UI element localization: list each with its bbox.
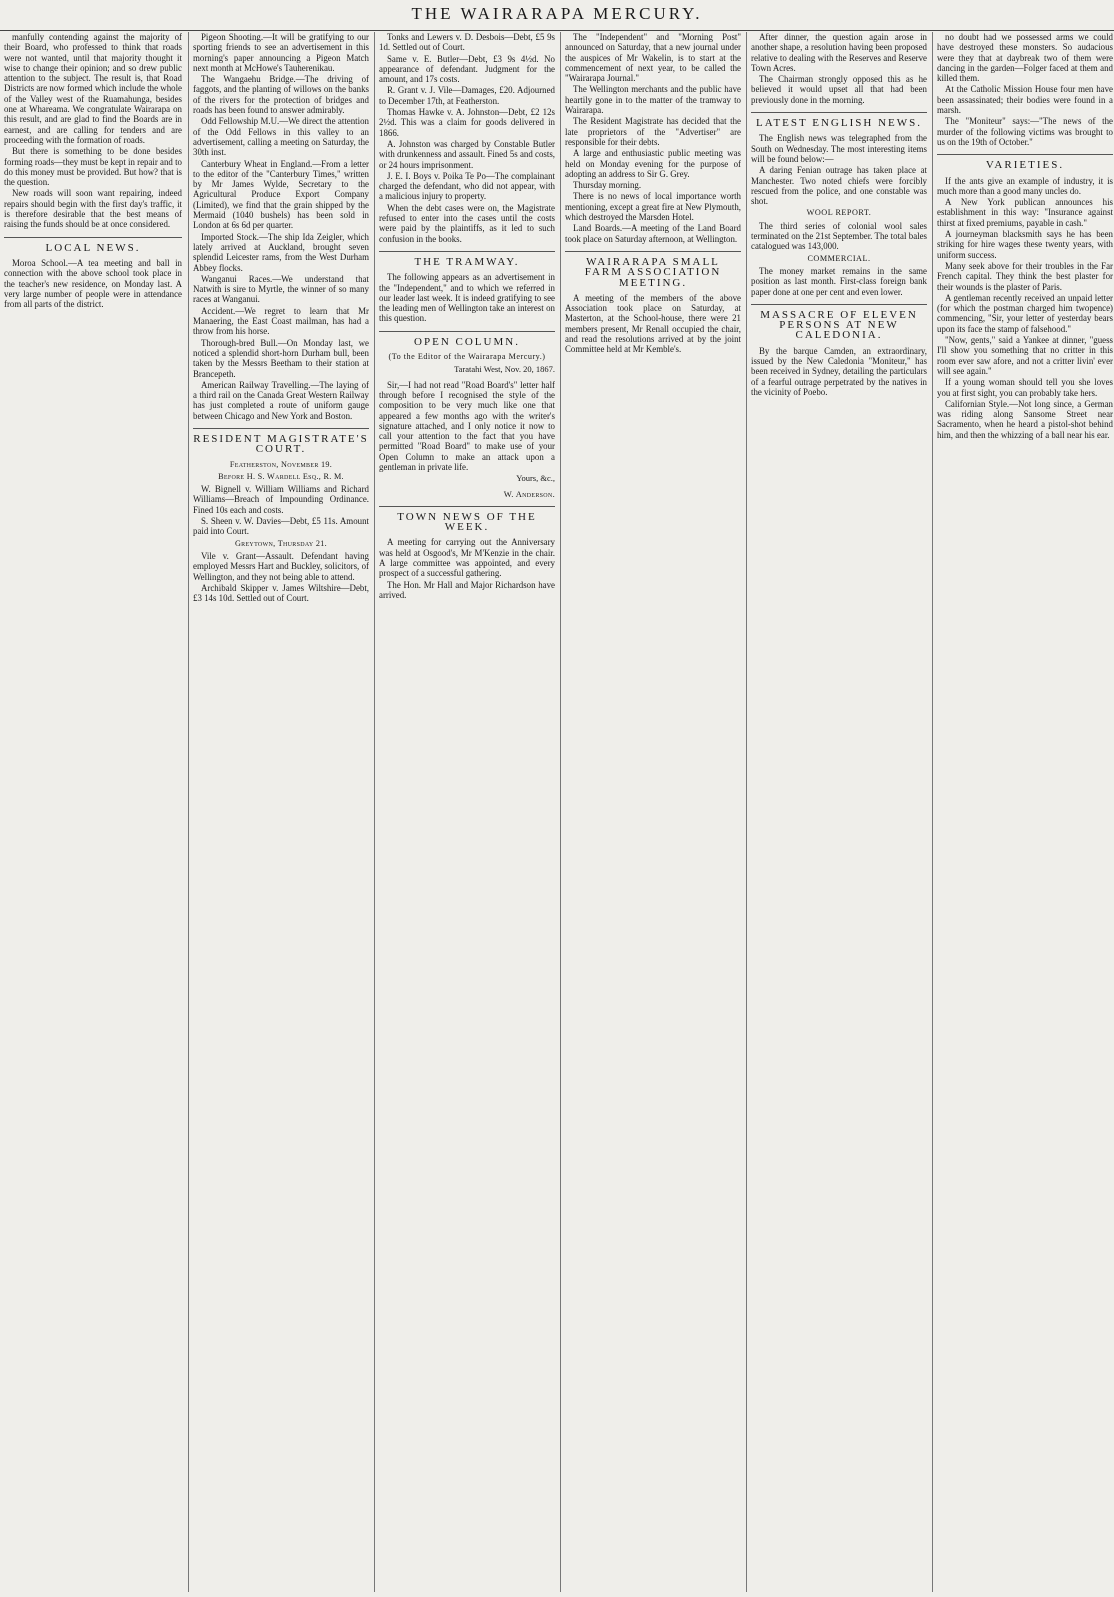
article-paragraph: R. Grant v. J. Vile—Damages, £20. Adjourned to December 17th, at Featherston. xyxy=(379,85,555,106)
article-paragraph: Same v. E. Butler—Debt, £3 9s 4½d. No appearance of defendant. Judgment for the amount, and 17s costs. xyxy=(379,53,555,85)
court-date: Featherston, November 19. xyxy=(229,459,333,469)
article-paragraph: The Chairman strongly opposed this as he believed it would upset all that had been previously done in the morning. xyxy=(751,74,927,105)
article-paragraph: After dinner, the question again arose in another shape, a resolution having been proposed relative to dealing with the Reserves and Reserve Town Acres. xyxy=(751,32,927,73)
column-area xyxy=(4,32,1112,1594)
article-paragraph: A New York publican announces his establishment in this way: "Insurance against thirst at fixed premiums, payable in cash." xyxy=(937,197,1113,228)
article-paragraph: Tonks and Lewers v. D. Desbois—Debt, £5 9s 1d. Settled out of Court. xyxy=(379,32,555,53)
column-5 xyxy=(746,32,931,1592)
varieties-heading: VARIETIES. xyxy=(937,154,1113,170)
column-1 xyxy=(4,32,186,1592)
article-paragraph: If the ants give an example of industry, it is much more than a good many uncles do. xyxy=(937,175,1113,196)
article-paragraph: The English news was telegraphed from the South on Wednesday. The most interesting items will be found below:— xyxy=(751,133,927,164)
article-paragraph: A gentleman recently received an unpaid letter (for which the postman charged him twopence) commencing, "Sir, your letter of yesterday bears upon its face the stamp of falsehood." xyxy=(937,292,1113,334)
masthead xyxy=(0,0,1114,31)
article-paragraph: Thursday morning. xyxy=(573,180,642,191)
wool-report-heading: WOOL REPORT. xyxy=(806,208,872,218)
article-paragraph: If a young woman should tell you she loves you at first sight, you can probably take hers. xyxy=(937,377,1113,398)
article-paragraph: Sir,—I had not read "Road Board's" letter half through before I recognised the style of the composition to be very much like one that appeared a few months ago with the writer's signature attached, and I only notice it now to call your attention to the fact that you have permitted "Road Board" to make use of your Open Column to make an attack upon a gentleman in private life. xyxy=(379,379,555,472)
column-2 xyxy=(188,32,373,1592)
article-paragraph: S. Sheen v. W. Davies—Debt, £5 11s. Amount paid into Court. xyxy=(193,516,369,537)
article-paragraph: Many seek above for their troubles in the Far French capital. They think the best plaster for their wounds is the plaster of Paris. xyxy=(937,260,1113,292)
article-paragraph: Accident.—We regret to learn that Mr Manaering, the East Coast mailman, has had a throw from his horse. xyxy=(193,305,369,337)
letter-closing: Yours, &c., xyxy=(516,473,555,484)
article-paragraph: Pigeon Shooting.—It will be gratifying to our sporting friends to see an advertisement in this morning's paper announcing a Pigeon Match next month at McHowe's Tauherenikau. xyxy=(193,32,369,73)
letter-signature: W. Anderson. xyxy=(503,488,555,499)
article-paragraph: The money market remains in the same position as last month. First-class foreign bank paper done at one per cent and even lower. xyxy=(751,265,927,297)
article-paragraph: The "Independent" and "Morning Post" announced on Saturday, that a new journal under the auspices of Mr Wakelin, is to start at the commencement of next year, to be called the "Wairarapa Journal." xyxy=(565,32,741,84)
open-column-heading: OPEN COLUMN. xyxy=(379,331,555,347)
court-date-2: Greytown, Thursday 21. xyxy=(234,538,328,548)
tramway-heading: THE TRAMWAY. xyxy=(379,251,555,267)
article-paragraph: At the Catholic Mission House four men have been assassinated; their bodies were found in a marsh. xyxy=(937,84,1113,116)
court-before: Before H. S. Wardell Esq., R. M. xyxy=(218,471,344,481)
commercial-heading: COMMERCIAL. xyxy=(807,253,871,263)
article-paragraph: Land Boards.—A meeting of the Land Board took place on Saturday afternoon, at Wellington. xyxy=(565,223,741,244)
article-paragraph: When the debt cases were on, the Magistrate refused to enter into the cases until the costs were paid by the plaintiffs, as it led to such confusion in the books. xyxy=(379,202,555,244)
article-paragraph: The Wangaehu Bridge.—The driving of faggots, and the planting of willows on the banks of the rivers for the protection of bridges and roads has been found to answer admirably. xyxy=(193,74,369,116)
column-4 xyxy=(560,32,745,1592)
article-paragraph: Archibald Skipper v. James Wiltshire—Debt, £3 14s 10d. Settled out of Court. xyxy=(193,582,369,604)
article-paragraph: manfully contending against the majority of their Board, who professed to think that roads were not wanted, until that majority thought it wise to change their opinion; and so drew public attention to the subject. The result is, that Road Districts are now formed which include the whole of the Valley west of the Ruamahunga, besides one at Whareama. We congratulate Wairarapa on this result, and are glad to find the Boards are in earnest, and are calling for tenders and are proceeding with the formation of roads. xyxy=(4,32,182,145)
article-paragraph: But there is something to be done besides forming roads—they must be kept in repair and to do this money must be provided. But how? that is the question. xyxy=(4,146,182,188)
english-news-heading: LATEST ENGLISH NEWS. xyxy=(751,112,927,128)
article-paragraph: A meeting for carrying out the Anniversary was held at Osgood's, Mr M'Kenzie in the chair. A large committee was appointed, and every prospect of a successful gathering. xyxy=(379,537,555,579)
article-paragraph: New roads will soon want repairing, indeed repairs should begin with the first day's traffic, it is therefore desirable that the best means of raising the funds should be at once considered. xyxy=(4,188,182,230)
column-3 xyxy=(374,32,559,1592)
article-paragraph: Imported Stock.—The ship Ida Zeigler, which lately arrived at Auckland, brought seven splendid Leicester rams, from the West Durham Abbey flocks. xyxy=(193,231,369,273)
article-paragraph: The third series of colonial wool sales terminated on the 21st September. The total bales catalogued was 143,000. xyxy=(751,220,927,252)
article-paragraph: A journeyman blacksmith says he has been striking for hire wages these twenty years, with uniform success. xyxy=(937,229,1113,260)
article-paragraph: The Resident Magistrate has decided that the late proprietors of the "Advertiser" are responsible for their debts. xyxy=(565,116,741,147)
town-news-heading: TOWN NEWS OF THE WEEK. xyxy=(379,506,555,533)
article-paragraph: Californian Style.—Not long since, a German was riding along Sansome Street near Sacramento, when he heard a pistol-shot behind him, and then the whizzing of a ball near his ear. xyxy=(937,398,1113,440)
article-paragraph: Vile v. Grant—Assault. Defendant having employed Messrs Hart and Buckley, solicitors, of Wellington, and they not being able to attend. xyxy=(193,550,369,582)
masthead-title: THE WAIRARAPA MERCURY. xyxy=(411,4,703,23)
article-paragraph: Moroa School.—A tea meeting and ball in connection with the above school took place in the teacher's new residence, on Monday last. A very large number of people were in attendance from all parts of the district. xyxy=(4,257,182,310)
open-column-place: Taratahi West, Nov. 20, 1867. xyxy=(454,364,555,375)
article-paragraph: American Railway Travelling.—The laying of a third rail on the Canada Great Western Railway has just completed a route of uniform gauge between Chicago and New York and Boston. xyxy=(193,379,369,421)
court-heading: RESIDENT MAGISTRATE'S COURT. xyxy=(193,428,369,455)
article-paragraph: The Hon. Mr Hall and Major Richardson have arrived. xyxy=(379,579,555,600)
open-column-subtitle: (To the Editor of the Wairarapa Mercury.) xyxy=(388,352,546,362)
article-paragraph: A. Johnston was charged by Constable Butler with drunkenness and assault. Fined 5s and costs, or 24 hours imprisonment. xyxy=(379,138,555,170)
article-paragraph: "Now, gents," said a Yankee at dinner, "guess I'll show you something that no critter in this room ever saw afore, and not a critter livin' ever will see again." xyxy=(937,335,1113,376)
article-paragraph: The Wellington merchants and the public have heartily gone in to the matter of the tramway to Wairarapa. xyxy=(565,84,741,116)
massacre-heading: MASSACRE OF ELEVEN PERSONS AT NEW CALEDONIA. xyxy=(751,304,927,341)
article-paragraph: The following appears as an advertisement in the "Independent," and to which we referred in our leader last week. It is indeed gratifying to see the leading men of Wellington take an interest on this question. xyxy=(379,272,555,324)
article-paragraph: The "Moniteur" says:—"The news of the murder of the following victims was brought to us on the 19th of October." xyxy=(937,116,1113,147)
article-paragraph: Odd Fellowship M.U.—We direct the attention of the Odd Fellows in this valley to an advertisement, calling a meeting on Saturday, the 30th inst. xyxy=(193,116,369,158)
article-paragraph: By the barque Camden, an extraordinary, issued by the New Caledonia "Moniteur," has been received in Sydney, detailing the particulars of a fearful outrage perpetrated by the natives in the vicinity of Poebo. xyxy=(751,345,927,397)
small-farm-heading: WAIRARAPA SMALL FARM ASSOCIATION MEETING. xyxy=(565,251,741,288)
article-paragraph: Thomas Hawke v. A. Johnston—Debt, £2 12s 2½d. This was a claim for goods delivered in 1866. xyxy=(379,107,555,138)
local-news-heading: LOCAL NEWS. xyxy=(4,237,182,253)
article-paragraph: W. Bignell v. William Williams and Richard Williams—Breach of Impounding Ordinance. Fined 10s each and costs. xyxy=(193,484,369,515)
article-paragraph: Thorough-bred Bull.—On Monday last, we noticed a splendid short-horn Durham bull, been taken by the Messrs Beetham to their station at Brancepeth. xyxy=(193,337,369,379)
article-paragraph: A meeting of the members of the above Association took place on Saturday, at Masterton, at the School-house, there were 21 members present, Mr Renall occupied the chair, and read the resolutions arrived at by the joint Committee held at Mr Kemble's. xyxy=(565,292,741,355)
article-paragraph: A large and enthusiastic public meeting was held on Monday evening for the purpose of adopting an address to Sir G. Grey. xyxy=(565,148,741,179)
article-paragraph: Canterbury Wheat in England.—From a letter to the editor of the "Canterbury Times," written by Mr James Wylde, Secretary to the Agricultural Produce Export Company (Limited), we find that the grain shipped by the Mermaid (1040 bushels) has been sold in London at 6s 6d per quarter. xyxy=(193,158,369,231)
article-paragraph: Wanganui Races.—We understand that Natwith is sire to Myrtle, the winner of so many races at Wanganui. xyxy=(193,273,369,305)
article-paragraph: J. E. I. Boys v. Poika Te Po—The complainant charged the defendant, who did not appear, with a malicious injury to property. xyxy=(379,170,555,202)
column-6 xyxy=(932,32,1114,1592)
article-paragraph: There is no news of local importance worth mentioning, except a great fire at New Plymouth, which destroyed the Marsden Hotel. xyxy=(565,191,741,223)
article-paragraph: A daring Fenian outrage has taken place at Manchester. Two noted chiefs were forcibly rescued from the police, and one constable was shot. xyxy=(751,165,927,207)
article-paragraph: no doubt had we possessed arms we could have destroyed these monsters. So audacious were they that at daybreak two of them were dancing in the garden—Folger faced at them and killed them. xyxy=(937,32,1113,84)
